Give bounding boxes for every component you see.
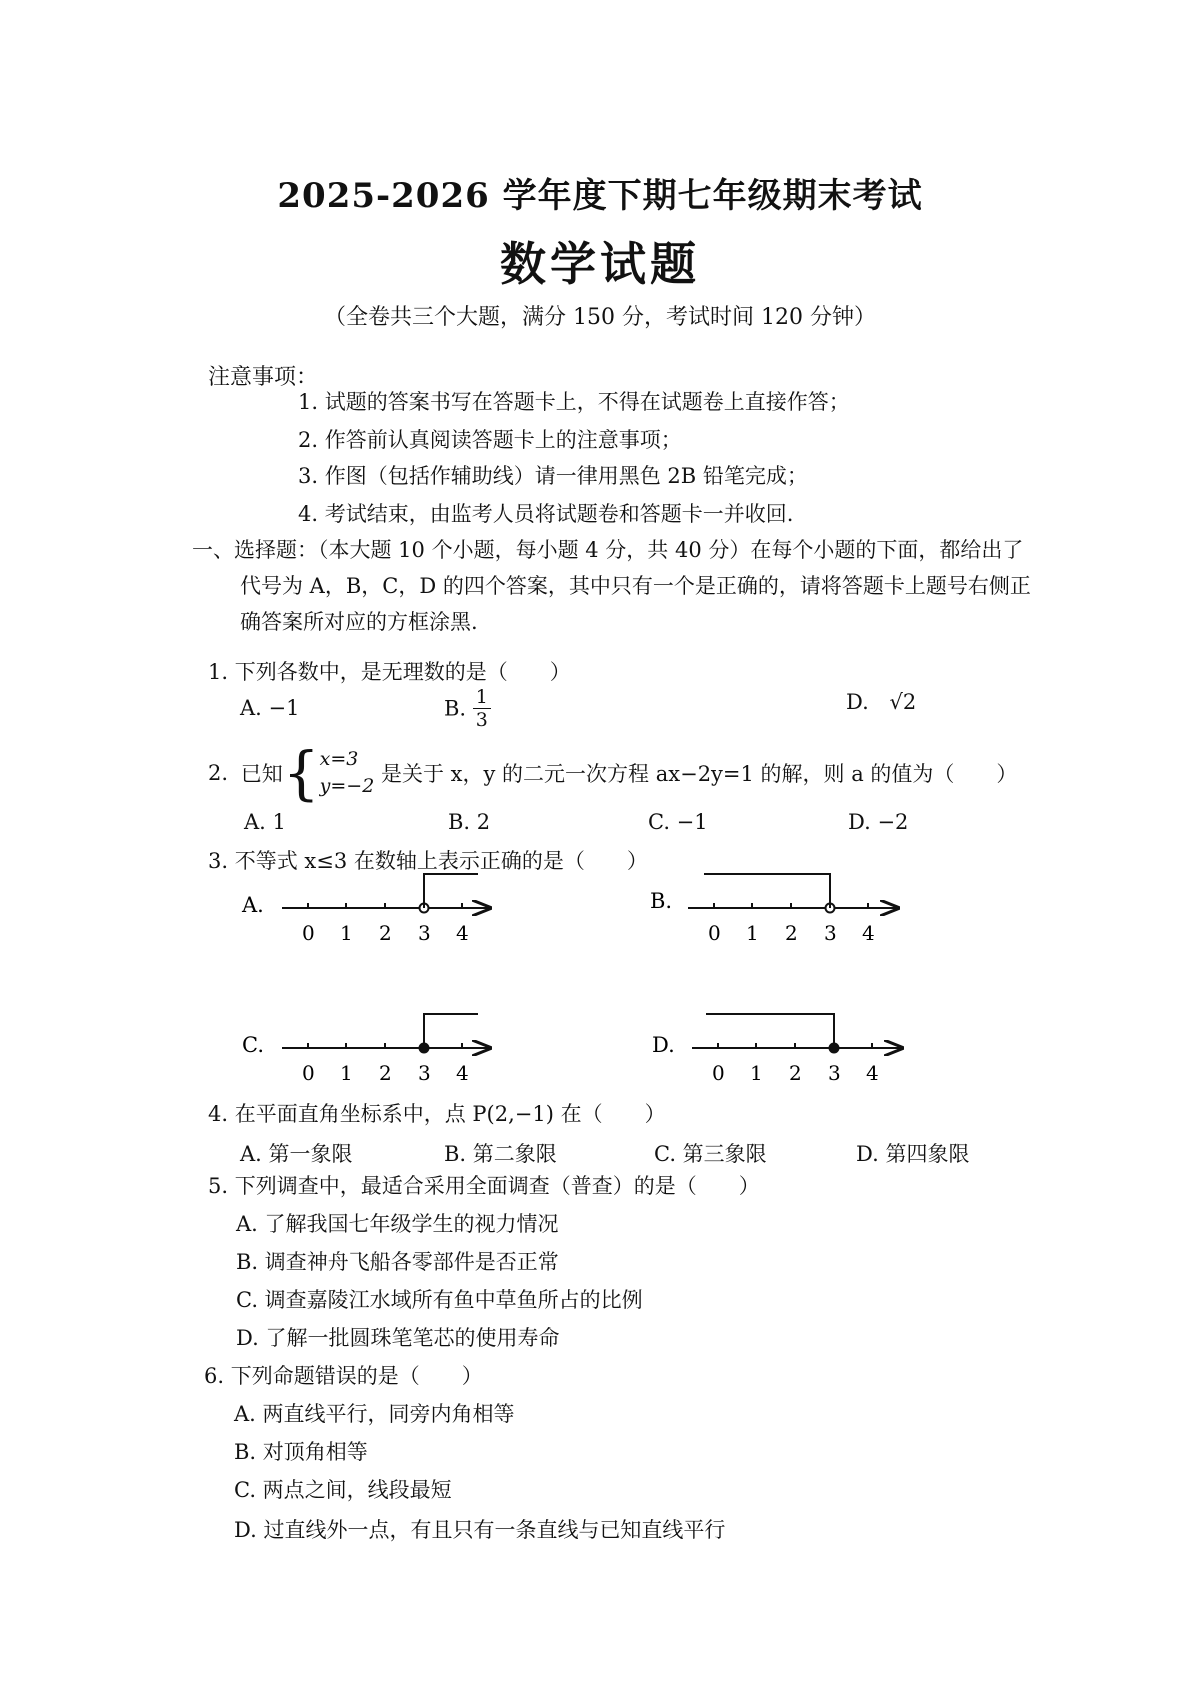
number-line-b	[650, 874, 898, 945]
fraction-numerator: 1	[473, 686, 491, 709]
section-heading: 一、选择题：（本大题 10 个小题，每小题 4 分，共 40 分）在每个小题的下面，都给出了	[192, 538, 1024, 562]
tick-label: 0	[302, 921, 315, 945]
label-b: B.	[650, 889, 673, 913]
tick-label: 0	[708, 921, 721, 945]
solution-ray	[424, 874, 478, 908]
notice-item: 4. 考试结束，由监考人员将试题卷和答题卡一并收回.	[298, 502, 794, 526]
q2-number: 2.	[208, 761, 229, 785]
label-a: A.	[242, 893, 264, 917]
fraction-denominator: 3	[475, 709, 488, 731]
q1-option-b-fraction	[473, 686, 491, 731]
q2-option-a: A. 1	[244, 810, 286, 834]
q1-option-b	[444, 686, 491, 731]
tick-label: 1	[746, 921, 759, 945]
tick-label: 0	[302, 1061, 315, 1085]
q1-option-d-value: √2	[889, 690, 917, 714]
tick-label: 1	[340, 921, 353, 945]
q5-option-a: A. 了解我国七年级学生的视力情况	[236, 1212, 559, 1236]
q2-option-d: D. −2	[848, 810, 909, 834]
q2-post: 是关于 x，y 的二元一次方程 ax−2y=1 的解，则 a 的值为（ ）	[381, 762, 1018, 786]
tick-label: 2	[379, 921, 392, 945]
subject-title: 数学试题	[500, 237, 700, 291]
question-4-stem: 4. 在平面直角坐标系中，点 P(2,−1) 在（ ）	[208, 1102, 666, 1126]
solution-ray	[424, 1014, 478, 1048]
q6-option-a: A. 两直线平行，同旁内角相等	[234, 1402, 515, 1426]
equation-system	[320, 746, 375, 800]
tick-label: 2	[379, 1061, 392, 1085]
q2-option-c: C. −1	[648, 810, 708, 834]
q4-option-b: B. 第二象限	[444, 1142, 557, 1166]
number-line-d	[652, 1014, 902, 1085]
tick-label: 4	[456, 1061, 469, 1085]
tick-label: 2	[789, 1061, 802, 1085]
tick-label: 1	[750, 1061, 763, 1085]
tick-label: 3	[824, 921, 837, 945]
notice-item: 1. 试题的答案书写在答题卡上，不得在试题卷上直接作答；	[298, 390, 850, 414]
q1-option-d	[846, 690, 916, 714]
q5-option-c: C. 调查嘉陵江水域所有鱼中草鱼所占的比例	[236, 1288, 643, 1312]
tick-label: 1	[340, 1061, 353, 1085]
q1-option-d-label: D.	[846, 690, 869, 714]
exam-subtitle: （全卷共三个大题，满分 150 分，考试时间 120 分钟）	[324, 305, 876, 330]
section-instruction: 确答案所对应的方框涂黑.	[240, 610, 478, 634]
q4-option-d: D. 第四象限	[856, 1142, 970, 1166]
exam-title: 2025-2026 学年度下期七年级期末考试	[277, 176, 923, 216]
question-2-stem	[208, 739, 1018, 807]
notice-item: 3. 作图（包括作辅助线）请一律用黑色 2B 铅笔完成；	[298, 464, 808, 488]
q4-option-a: A. 第一象限	[240, 1142, 353, 1166]
q1-option-a: A. −1	[240, 696, 300, 720]
notice-item: 2. 作答前认真阅读答题卡上的注意事项；	[298, 428, 682, 452]
question-1-stem: 1. 下列各数中，是无理数的是（ ）	[208, 660, 571, 684]
solution-ray	[704, 874, 830, 908]
q2-option-b: B. 2	[448, 810, 491, 834]
tick-label: 3	[828, 1061, 841, 1085]
tick-label: 3	[418, 921, 431, 945]
tick-label: 0	[712, 1061, 725, 1085]
q2-pre: 已知	[240, 762, 283, 786]
number-line-c	[242, 1014, 490, 1085]
number-line-a	[241, 874, 490, 945]
tick-label: 2	[785, 921, 798, 945]
system-brace: {	[282, 739, 320, 807]
tick-label: 4	[456, 921, 469, 945]
notice-heading: 注意事项：	[208, 365, 319, 390]
label-c: C.	[242, 1033, 264, 1057]
number-line-figures	[0, 860, 1200, 1090]
system-eq-2: y=−2	[319, 775, 375, 797]
tick-label: 4	[866, 1061, 879, 1085]
q4-option-c: C. 第三象限	[654, 1142, 767, 1166]
q5-option-b: B. 调查神舟飞船各零部件是否正常	[236, 1250, 559, 1274]
q6-option-d: D. 过直线外一点，有且只有一条直线与已知直线平行	[234, 1518, 726, 1542]
system-eq-1: x=3	[319, 748, 359, 770]
q6-option-b: B. 对顶角相等	[234, 1440, 368, 1464]
tick-label: 3	[418, 1061, 431, 1085]
solution-ray	[706, 1014, 834, 1048]
section-instruction: 代号为 A，B，C，D 的四个答案，其中只有一个是正确的，请将答题卡上题号右侧正	[240, 574, 1031, 598]
q1-option-b-label: B.	[444, 696, 467, 721]
question-3-stem: 3. 不等式 x≤3 在数轴上表示正确的是（ ）	[208, 849, 648, 873]
q6-option-c: C. 两点之间，线段最短	[234, 1478, 452, 1502]
label-d: D.	[652, 1033, 675, 1057]
q5-option-d: D. 了解一批圆珠笔笔芯的使用寿命	[236, 1326, 560, 1350]
tick-label: 4	[862, 921, 875, 945]
question-6-stem: 6. 下列命题错误的是（ ）	[204, 1364, 483, 1388]
question-5-stem: 5. 下列调查中，最适合采用全面调查（普查）的是（ ）	[208, 1174, 760, 1198]
